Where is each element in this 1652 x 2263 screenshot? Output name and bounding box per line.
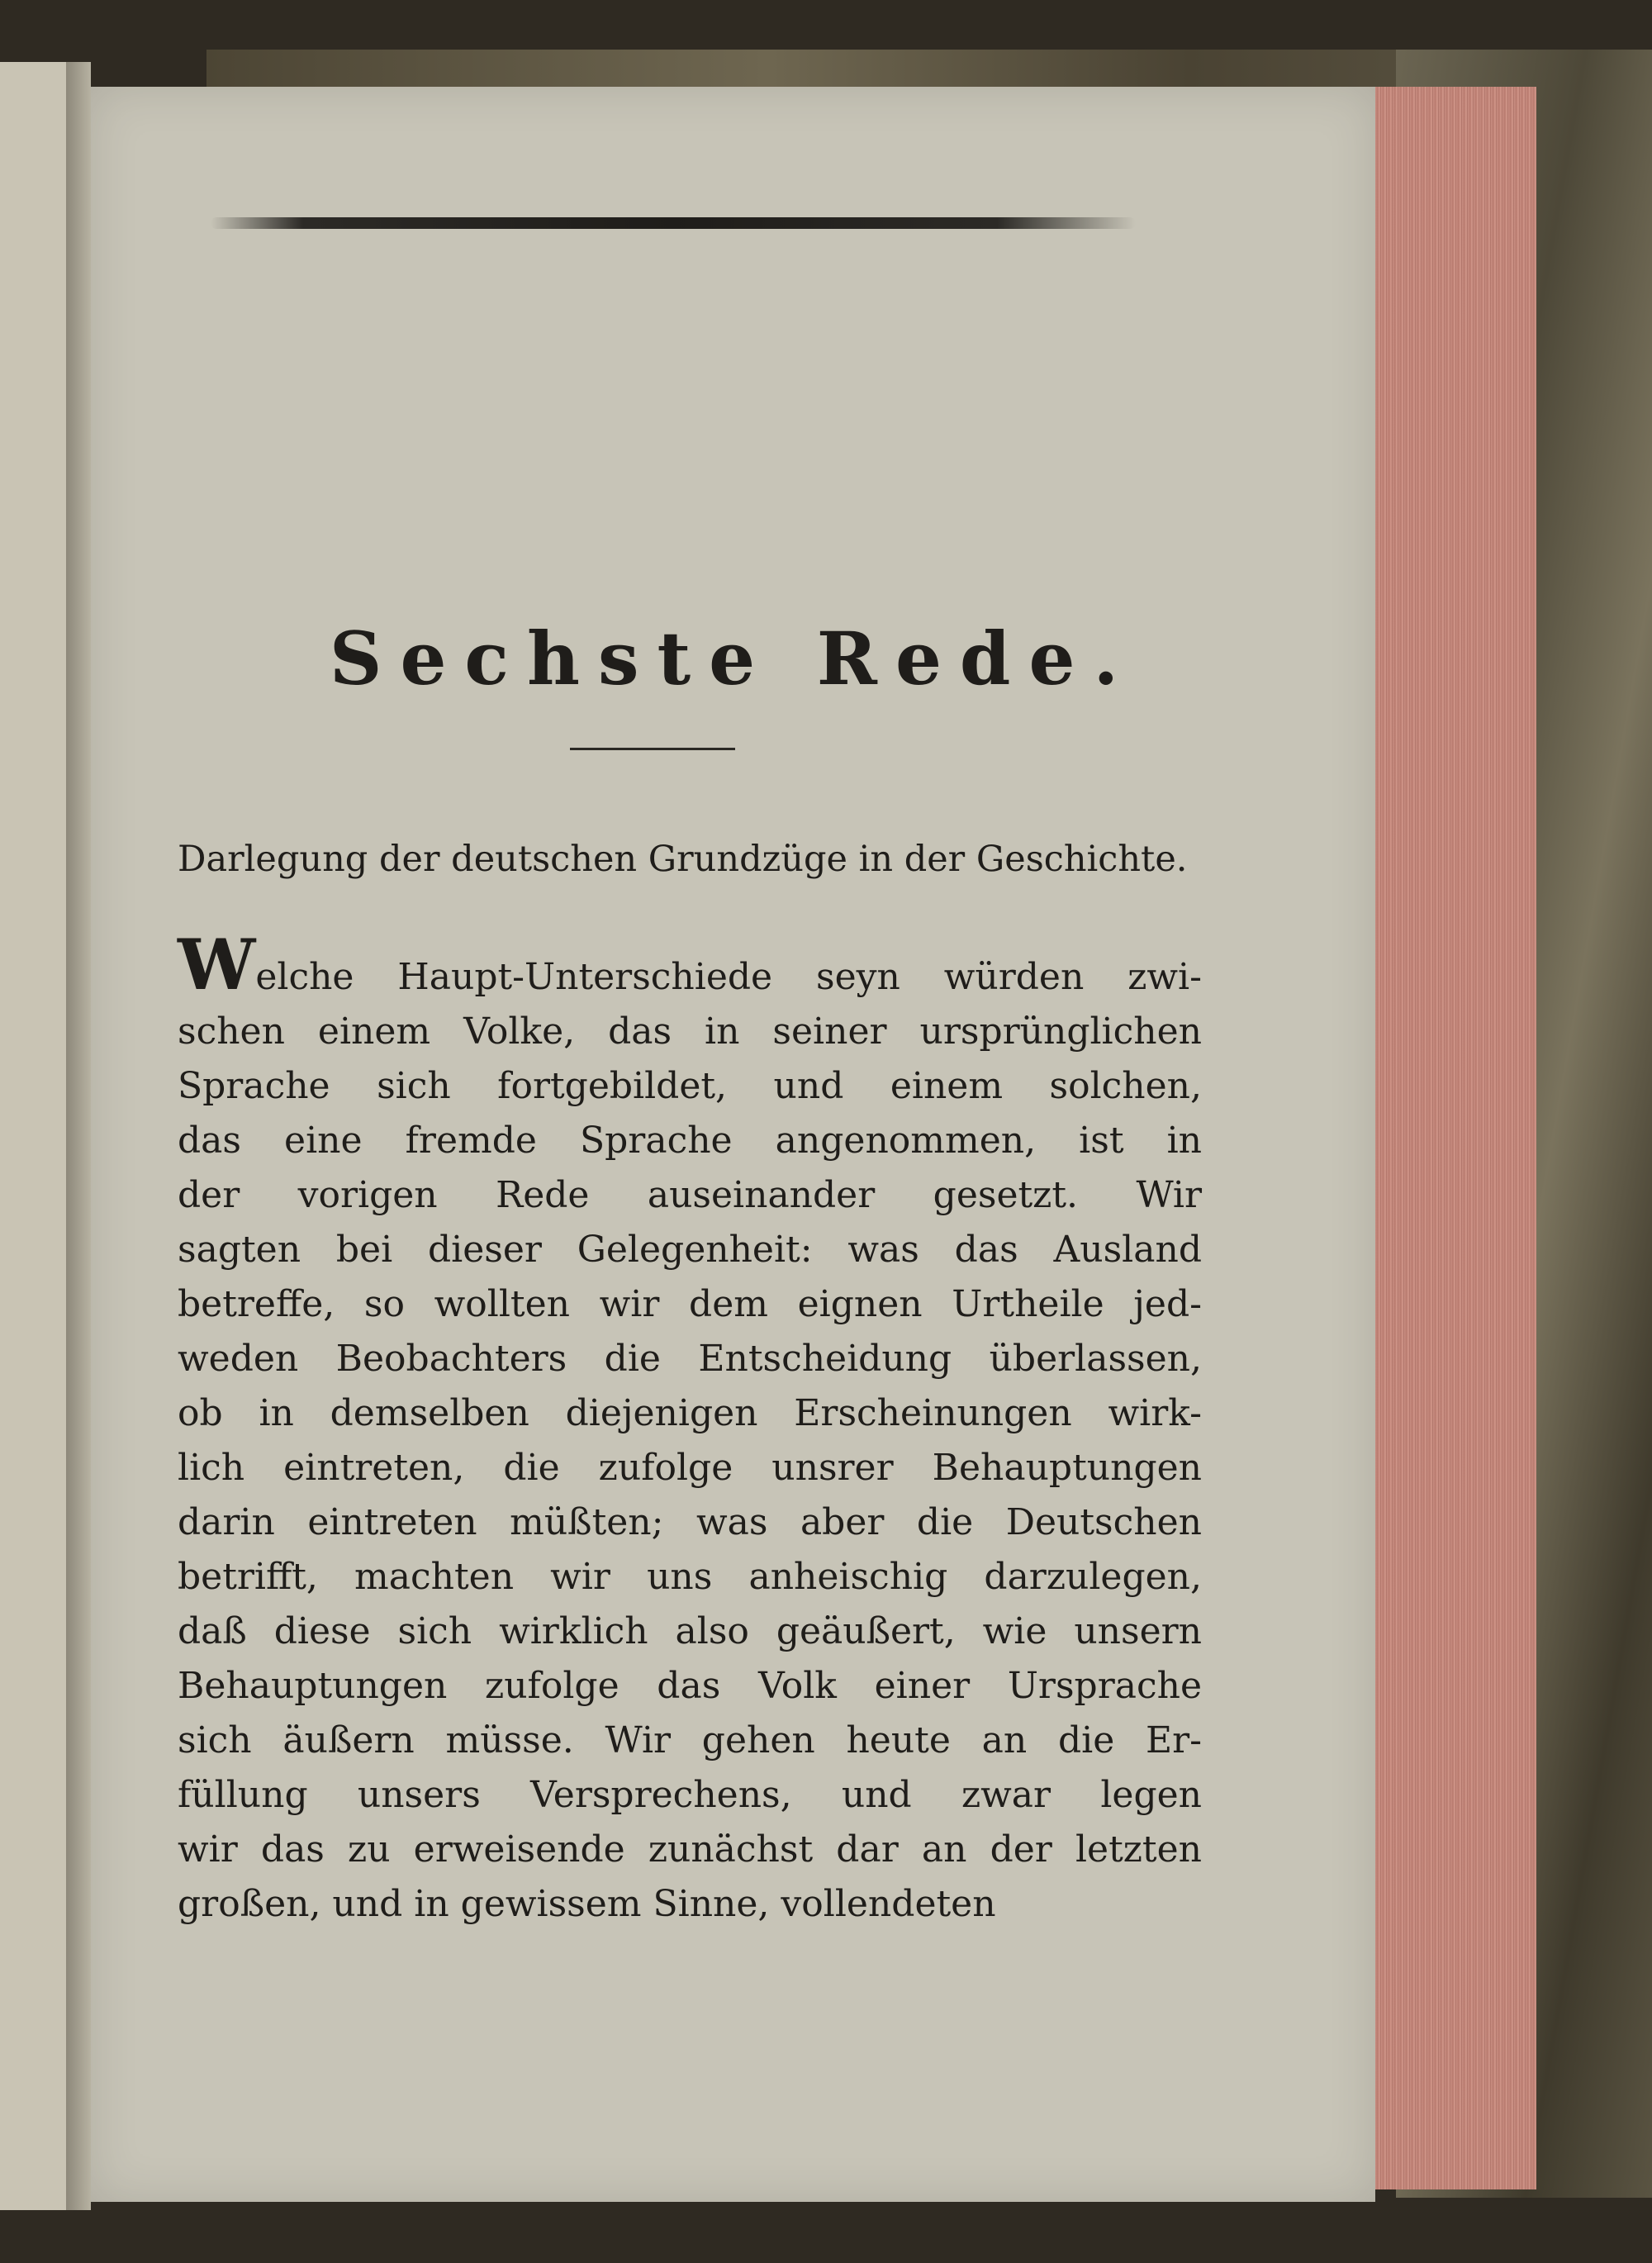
text-line: daß diese sich wirklich also geäußert, wie unsern [178, 1610, 1202, 1652]
text-line: sich äußern müsse. Wir gehen heute an die Er- [178, 1719, 1202, 1761]
text-line: weden Beobachters die Entscheidung überlassen, [178, 1338, 1202, 1380]
text-line: sagten bei dieser Gelegenheit: was das Ausland [178, 1229, 1202, 1271]
book-gutter [66, 62, 91, 2210]
text-line: Sprache sich fortgebildet, und einem solchen, [178, 1065, 1202, 1107]
page-edges [1375, 87, 1536, 2189]
text-line: wir das zu erweisende zunächst dar an der letzten [178, 1828, 1202, 1871]
heading-divider [570, 748, 735, 750]
ornamental-rule [211, 217, 1136, 229]
text-line: füllung unsers Versprechens, und zwar legen [178, 1774, 1202, 1816]
text-line: schen einem Volke, das in seiner ursprünglichen [178, 1010, 1202, 1053]
text-line: Welche Haupt-Unterschiede seyn würden zwi- [178, 924, 1202, 1006]
text-line: lich eintreten, die zufolge unsrer Behauptungen [178, 1447, 1202, 1489]
text-line: der vorigen Rede auseinander gesetzt. Wir [178, 1174, 1202, 1216]
text-line: das eine fremde Sprache angenommen, ist in [178, 1120, 1202, 1162]
text-line: betreffe, so wollten wir dem eignen Urtheile jed- [178, 1283, 1202, 1325]
text-line: Behauptungen zufolge das Volk einer Ursprache [178, 1665, 1202, 1707]
text-line: großen, und in gewissem Sinne, vollendeten [178, 1883, 996, 1925]
chapter-heading: Sechste Rede. [329, 616, 1137, 701]
text-line: darin eintreten müßten; was aber die Deutschen [178, 1501, 1202, 1543]
body-text [178, 924, 1202, 1932]
book-page [91, 87, 1375, 2202]
left-page-edge [0, 62, 66, 2210]
chapter-subtitle: Darlegung der deutschen Grundzüge in der Geschichte. [178, 839, 1188, 880]
text-line: ob in demselben diejenigen Erscheinungen wirk- [178, 1392, 1202, 1434]
drop-cap: W [178, 924, 256, 1006]
text-line: betrifft, machten wir uns anheischig darzulegen, [178, 1556, 1202, 1598]
